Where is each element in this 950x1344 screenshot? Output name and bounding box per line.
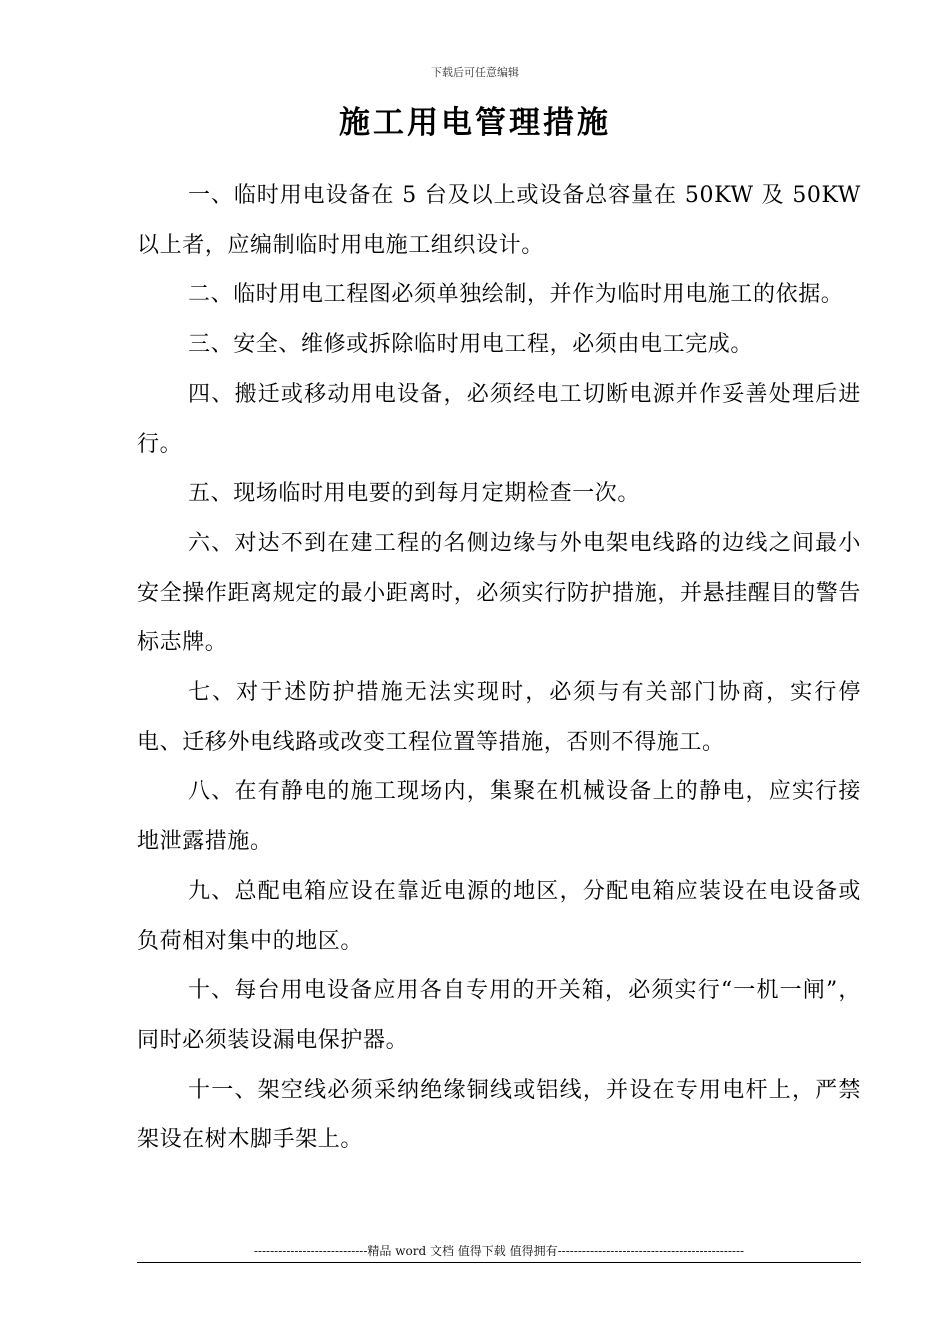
paragraph-8: 八、在有静电的施工现场内，集聚在机械设备上的静电，应实行接地泄露措施。 bbox=[137, 779, 861, 855]
paragraph-3: 三、安全、维修或拆除临时用电工程，必须由电工完成。 bbox=[188, 332, 754, 358]
footer-note: ----------------------------精品 word 文档 值得下载 值得拥有---------------------------------------------- bbox=[253, 1244, 745, 1258]
paragraph-11: 十一、架空线必须采纳绝缘铜线或铝线，并设在专用电杆上，严禁架设在树木脚手架上。 bbox=[137, 1077, 861, 1153]
paragraph-7: 七、对于述防护措施无法实现时，必须与有关部门协商，实行停电、迁移外电线路或改变工程位置等措施，否则不得施工。 bbox=[137, 680, 861, 755]
header-note: 下载后可任意编辑 bbox=[431, 66, 519, 79]
paragraph-2: 二、临时用电工程图必须单独绘制，并作为临时用电施工的依据。 bbox=[188, 282, 844, 308]
document-body bbox=[137, 171, 861, 1165]
paragraph-5: 五、现场临时用电要的到每月定期检查一次。 bbox=[188, 481, 641, 507]
paragraph-4: 四、搬迁或移动用电设备，必须经电工切断电源并作妥善处理后进行。 bbox=[137, 381, 861, 457]
paragraph-1: 一、临时用电设备在 5 台及以上或设备总容量在 50KW 及 50KW 以上者，应编制临时用电施工组织设计。 bbox=[137, 183, 861, 258]
page-title: 施工用电管理措施 bbox=[339, 105, 611, 141]
paragraph-6: 六、对达不到在建工程的名侧边缘与外电架电线路的边线之间最小安全操作距离规定的最小距离时，必须实行防护措施，并悬挂醒目的警告标志牌。 bbox=[137, 530, 861, 656]
paragraph-9: 九、总配电箱应设在靠近电源的地区，分配电箱应装设在电设备或负荷相对集中的地区。 bbox=[137, 878, 861, 954]
paragraph-10: 十、每台用电设备应用各自专用的开关箱，必须实行“一机一闸”，同时必须装设漏电保护器。 bbox=[137, 978, 861, 1053]
footer-divider bbox=[137, 1262, 861, 1263]
